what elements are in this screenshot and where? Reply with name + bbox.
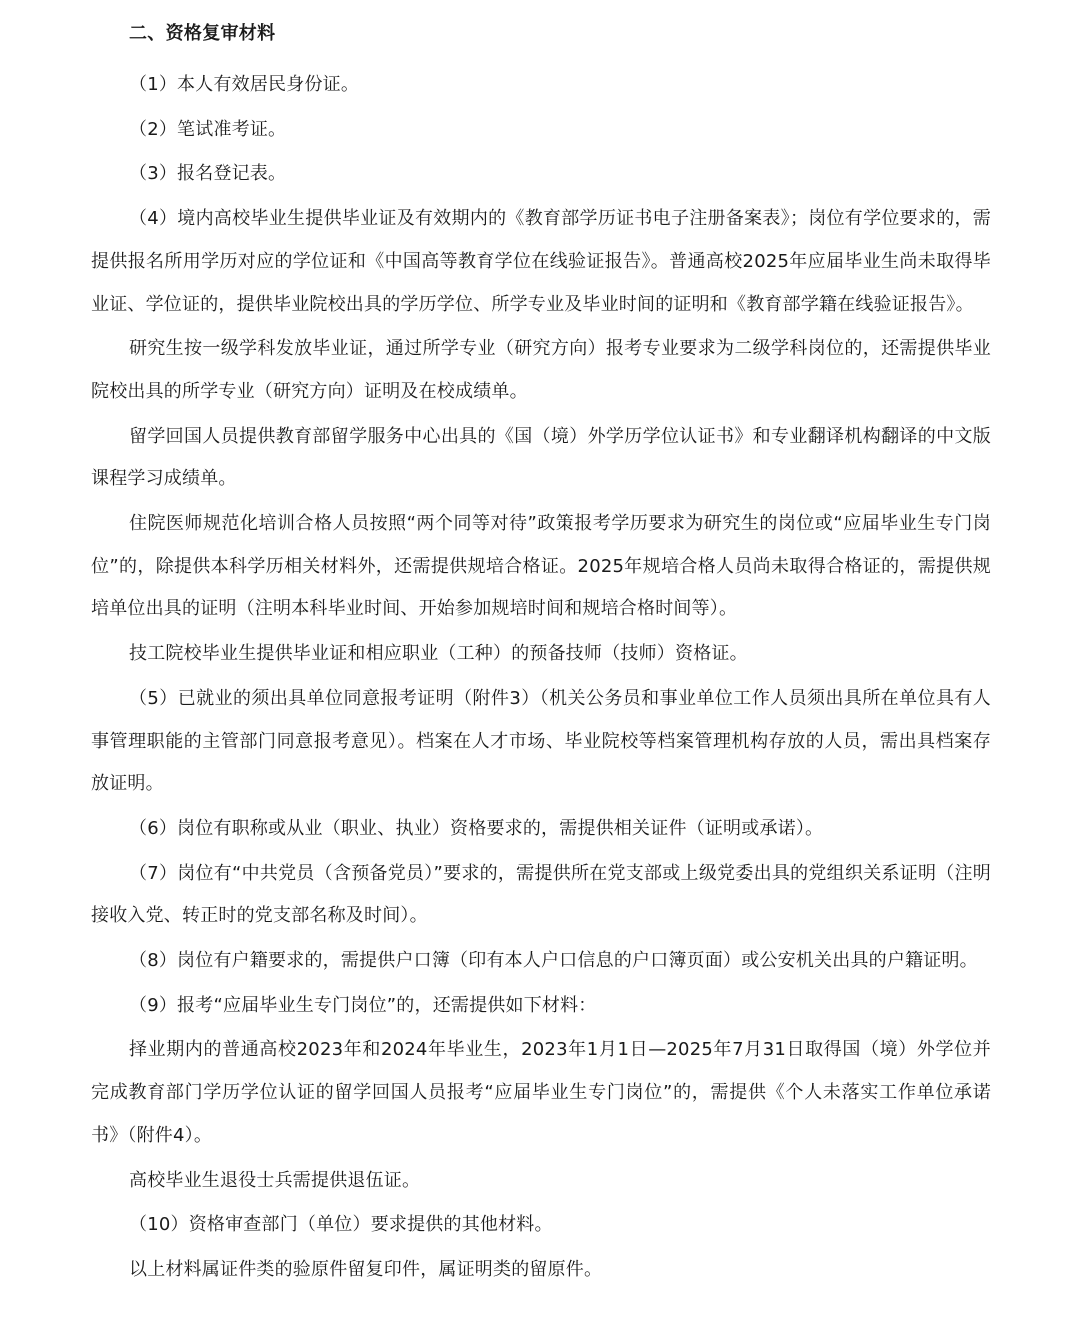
- paragraph-fresh-graduate-posts: （9）报考“应届毕业生专门岗位”的，还需提供如下材料：: [129, 994, 597, 1016]
- paragraph-domestic-graduates: （4）境内高校毕业生提供毕业证及有效期内的《教育部学历证书电子注册备案表》；岗位有学位要求的，需提供报名所用学历对应的学位证和《中国高等教育学位在线验证报告》。普通高校2025年应届毕业生尚未取得毕业证、学位证的，提供毕业院校出具的学历学位、所学专业及毕业时间的证明和《教育部学籍在线验证报告》。: [91, 208, 991, 315]
- paragraph-technical-schools: 技工院校毕业生提供毕业证和相应职业（工种）的预备技师（技师）资格证。: [129, 643, 748, 665]
- paragraph-registration-form: （3）报名登记表。: [129, 163, 287, 185]
- paragraph-resident-physicians: 住院医师规范化培训合格人员按照“两个同等对待”政策报考学历要求为研究生的岗位或“应届毕业生专门岗位”的，除提供本科学历相关材料外，还需提供规培合格证。2025年规培合格人员尚未取得合格证的，需提供规培单位出具的证明（注明本科毕业时间、开始参加规培时间和规培合格时间等）。: [91, 513, 991, 620]
- paragraph-other-materials: （10）资格审查部门（单位）要求提供的其他材料。: [129, 1214, 553, 1236]
- paragraph-party-membership: （7）岗位有“中共党员（含预备党员）”要求的，需提供所在党支部或上级党委出具的党组织关系证明（注明接收入党、转正时的党支部名称及时间）。: [91, 862, 991, 927]
- paragraph-overseas-returnees: 留学回国人员提供教育部留学服务中心出具的《国（境）外学历学位认证书》和专业翻译机构翻译的中文版课程学习成绩单。: [91, 425, 991, 490]
- paragraph-qualification-requirements: （6）岗位有职称或从业（职业、执业）资格要求的，需提供相关证件（证明或承诺）。: [129, 817, 824, 839]
- paragraph-originals-note: 以上材料属证件类的验原件留复印件，属证明类的留原件。: [129, 1258, 603, 1280]
- paragraph-id-card: （1）本人有效居民身份证。: [129, 74, 360, 95]
- paragraph-household-registration: （8）岗位有户籍要求的，需提供户口簿（印有本人户口信息的户口簿页面）或公安机关出具的户籍证明。: [129, 950, 978, 972]
- paragraph-career-selection-period: 择业期内的普通高校2023年和2024年毕业生，2023年1月1日—2025年7月31日取得国（境）外学位并完成教育部门学历学位认证的留学回国人员报考“应届毕业生专门岗位”的，需提供《个人未落实工作单位承诺书》（附件4）。: [91, 1039, 991, 1146]
- document-body: [91, 14, 991, 1294]
- paragraph-employed-consent: （5）已就业的须出具单位同意报考证明（附件3）（机关公务员和事业单位工作人员须出具所在单位具有人事管理职能的主管部门同意报考意见）。档案在人才市场、毕业院校等档案管理机构存放的人员，需出具档案存放证明。: [91, 687, 991, 795]
- paragraph-postgraduates: 研究生按一级学科发放毕业证，通过所学专业（研究方向）报考专业要求为二级学科岗位的，还需提供毕业院校出具的所学专业（研究方向）证明及在校成绩单。: [91, 338, 991, 402]
- paragraph-admission-ticket: （2）笔试准考证。: [129, 118, 287, 140]
- section-heading: 二、资格复审材料: [129, 23, 276, 44]
- paragraph-veterans: 高校毕业生退役士兵需提供退伍证。: [129, 1169, 421, 1191]
